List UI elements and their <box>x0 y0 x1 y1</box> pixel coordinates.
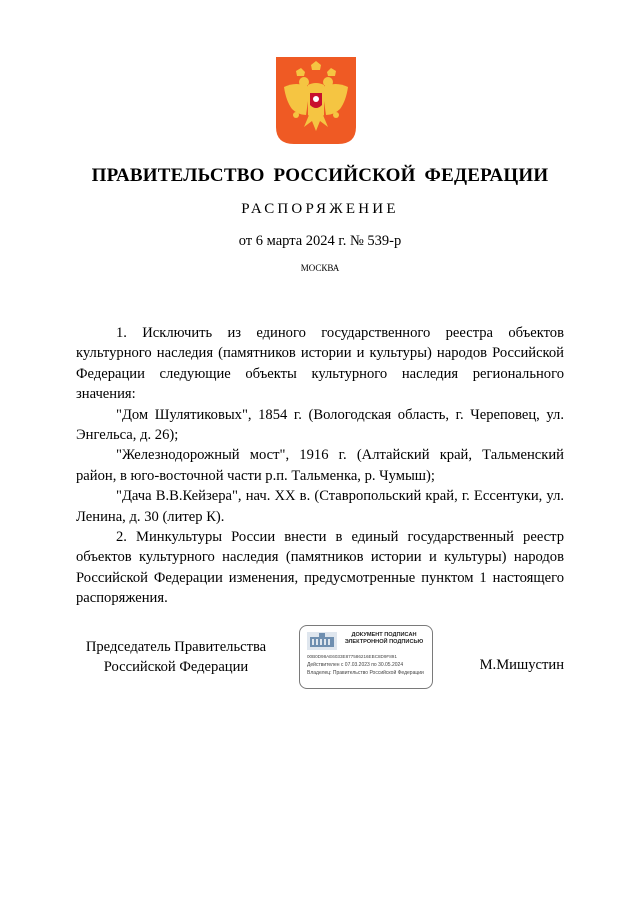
paragraph-object-2: "Железнодорожный мост", 1916 г. (Алтайский край, Тальменский район, в юго-восточной части р.п. Тальменка, р. Чумыш); <box>76 447 564 484</box>
government-building-icon <box>307 632 337 650</box>
signatory-position-line2: Российской Федерации <box>103 659 249 675</box>
stamp-serial: 00B0D98AE6033E877586216EBC8D9F891 <box>307 654 397 659</box>
document-body <box>76 323 564 609</box>
paragraph-item-2: 2. Минкультуры России внести в единый государственный реестр объектов культурного наследия (памятников истории и культуры) народов Российской Федерации изменения, предусмотренные пунктом 1 настоящего распоряжения. <box>76 529 564 607</box>
stamp-owner: Владелец: Правительство Российской Федерации <box>307 670 424 676</box>
stamp-heading-line2: ЭЛЕКТРОННОЙ ПОДПИСЬЮ <box>344 639 424 645</box>
document-type: РАСПОРЯЖЕНИЕ <box>241 201 399 217</box>
signatory-position <box>76 637 276 677</box>
stamp-validity: Действителен с 07.03.2023 по 30.05.2024 <box>307 662 404 668</box>
paragraph-object-3: "Дача В.В.Кейзера", нач. XX в. (Ставропольский край, г. Ессентуки, ул. Ленина, д. 30 (литер К). <box>76 488 564 525</box>
government-title: ПРАВИТЕЛЬСТВО РОССИЙСКОЙ ФЕДЕРАЦИИ <box>91 165 549 186</box>
paragraph-item-1: 1. Исключить из единого государственного реестра объектов культурного наследия (памятников истории и культуры) народов Российской Федерации следующие объекты культурного наследия регионального значения: <box>76 325 564 403</box>
stamp-heading <box>340 632 428 646</box>
stamp-heading-line1: ДОКУМЕНТ ПОДПИСАН <box>351 632 417 638</box>
signatory-position-line1: Председатель Правительства <box>85 639 267 655</box>
electronic-signature-stamp <box>299 625 433 689</box>
coat-of-arms-icon <box>276 57 356 144</box>
document-date-number: от 6 марта 2024 г. № 539-р <box>238 233 402 249</box>
document-city: МОСКВА <box>300 263 340 273</box>
signatory-name: М.Мишустин <box>479 657 564 673</box>
paragraph-object-1: "Дом Шулятиковых", 1854 г. (Вологодская область, г. Череповец, ул. Энгельса, д. 26); <box>76 406 564 444</box>
